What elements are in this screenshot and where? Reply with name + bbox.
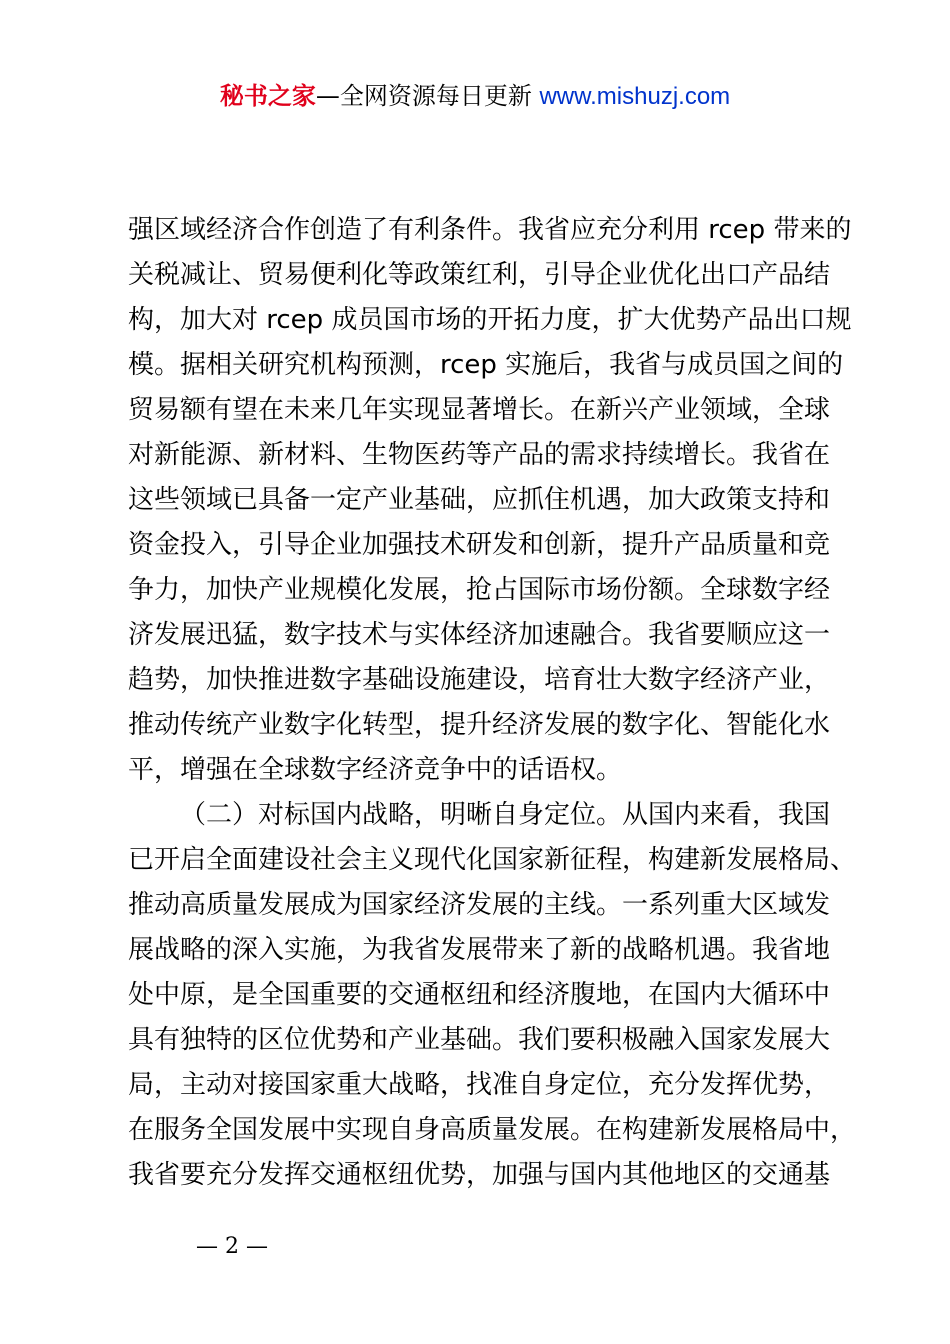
- body-line: 模。据相关研究机构预测，rcep 实施后，我省与成员国之间的: [128, 350, 844, 380]
- section-heading-line: （二）对标国内战略，明晰自身定位。从国内来看，我国: [180, 800, 831, 830]
- body-line: 关税减让、贸易便利化等政策红利，引导企业优化出口产品结: [128, 260, 831, 290]
- body-line: 处中原，是全国重要的交通枢纽和经济腹地，在国内大循环中: [128, 980, 831, 1010]
- site-url-link[interactable]: www.mishuzj.com: [539, 83, 731, 110]
- body-line: 展战略的深入实施，为我省发展带来了新的战略机遇。我省地: [128, 935, 831, 965]
- body-line: 构，加大对 rcep 成员国市场的开拓力度，扩大优势产品出口规: [128, 305, 852, 335]
- body-line: 具有独特的区位优势和产业基础。我们要积极融入国家发展大: [128, 1025, 831, 1055]
- site-brand: 秘书之家: [219, 82, 316, 110]
- site-tagline: —全网资源每日更新: [315, 82, 532, 110]
- body-line: 这些领域已具备一定产业基础，应抓住机遇，加大政策支持和: [128, 485, 831, 515]
- body-line: 争力，加快产业规模化发展，抢占国际市场份额。全球数字经: [128, 575, 831, 605]
- body-line: 在服务全国发展中实现自身高质量发展。在构建新发展格局中，: [128, 1115, 857, 1145]
- body-line: 局，主动对接国家重大战略，找准自身定位，充分发挥优势，: [128, 1070, 831, 1100]
- page-number: — 2 —: [196, 1234, 268, 1259]
- body-line: 平，增强在全球数字经济竞争中的话语权。: [128, 755, 623, 785]
- body-line: 贸易额有望在未来几年实现显著增长。在新兴产业领域，全球: [128, 395, 831, 425]
- body-line: 济发展迅猛，数字技术与实体经济加速融合。我省要顺应这一: [128, 620, 831, 650]
- body-line: 推动传统产业数字化转型，提升经济发展的数字化、智能化水: [128, 710, 831, 740]
- document-body: [128, 208, 857, 1198]
- site-header: [0, 78, 950, 115]
- body-line: 对新能源、新材料、生物医药等产品的需求持续增长。我省在: [128, 440, 831, 470]
- body-line: 资金投入，引导企业加强技术研发和创新，提升产品质量和竞: [128, 530, 831, 560]
- body-line: 趋势，加快推进数字基础设施建设，培育壮大数字经济产业，: [128, 665, 831, 695]
- body-line: 强区域经济合作创造了有利条件。我省应充分利用 rcep 带来的: [128, 215, 852, 245]
- body-line: 我省要充分发挥交通枢纽优势，加强与国内其他地区的交通基: [128, 1160, 831, 1190]
- body-line: 推动高质量发展成为国家经济发展的主线。一系列重大区域发: [128, 890, 831, 920]
- body-line: 已开启全面建设社会主义现代化国家新征程，构建新发展格局、: [128, 845, 857, 875]
